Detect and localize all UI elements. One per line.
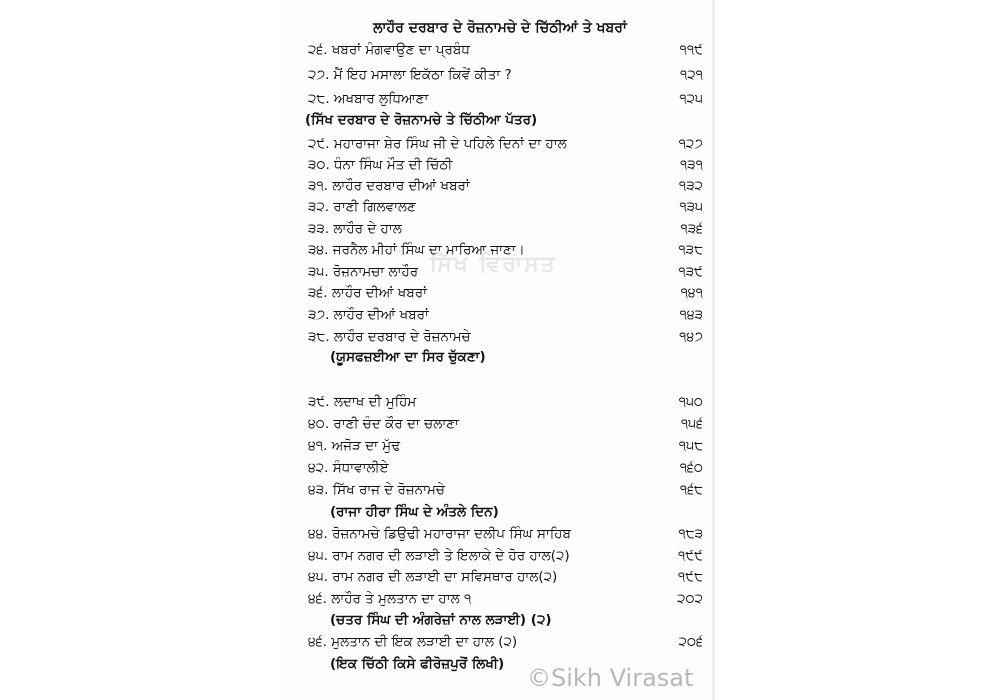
entry-page-number: ੧੫੦: [678, 394, 703, 410]
entry-title: ੨੬. ਖਬਰਾਂ ਮੰਗਵਾਉਣ ਦਾ ਪ੍ਰਬੰਧ: [308, 42, 470, 58]
entry-title: ੪੬. ਮੁਲਤਾਨ ਦੀ ਇਕ ਲੜਾਈ ਦਾ ਹਾਲ (੨): [308, 634, 518, 650]
entry-subtitle: (ਚਤਰ ਸਿੰਘ ਦੀ ਅੰਗਰੇਜ਼ਾਂ ਨਾਲ ਲੜਾਈ) (੨): [330, 612, 552, 628]
entry-title: ੩੪. ਜਰਨੈਲ ਮੀਹਾਂ ਸਿੰਘ ਦਾ ਮਾਰਿਆ ਜਾਣਾ।: [308, 242, 525, 258]
entry-page-number: ੧੩੮: [678, 242, 703, 258]
entry-title: ੩੦. ਧੰਨਾ ਸਿੰਘ ਮੌਤ ਦੀ ਚਿੱਠੀ: [308, 157, 453, 173]
entry-page-number: ੧੫੬: [680, 416, 703, 432]
entry-page-number: ੧੨੧: [679, 67, 703, 83]
toc-entry: [308, 567, 703, 587]
toc-entry: [308, 219, 703, 239]
toc-entry: [308, 305, 703, 325]
entry-page-number: ੧੫੮: [678, 438, 703, 454]
toc-entry: [308, 632, 703, 652]
entry-title: ੪੫. ਰਾਮ ਨਗਰ ਦੀ ਲੜਾਈ ਤੇ ਇਲਾਕੇ ਦੇ ਹੋਰ ਹਾਲ(੨): [308, 548, 570, 564]
entry-title: ੪੫. ਰਾਮ ਨਗਰ ਦੀ ਲੜਾਈ ਦਾ ਸਵਿਸਥਾਰ ਹਾਲ(੨): [308, 569, 558, 585]
entry-page-number: ੧੪੭: [679, 329, 703, 345]
entry-page-number: ੨੦੬: [678, 634, 703, 650]
entry-title: ੩੧. ਲਾਹੌਰ ਦਰਬਾਰ ਦੀਆਂ ਖਬਰਾਂ: [308, 178, 470, 194]
entry-page-number: ੧੬੮: [679, 482, 703, 498]
entry-title: ੪੦. ਰਾਣੀ ਚੰਦ ਕੌਰ ਦਾ ਚਲਾਣਾ: [308, 416, 459, 432]
watermark-text: ਸਿੱਖ ਵਿਰਾਸਤ: [430, 252, 557, 277]
entry-title: ੩੫. ਰੋਜ਼ਨਾਮਚਾ ਲਾਹੌਰ: [308, 264, 419, 280]
entry-title: ੩੭. ਲਾਹੌਰ ਦੀਆਂ ਖਬਰਾਂ: [308, 307, 429, 323]
section-subheading: (ਸਿੱਖ ਦਰਬਾਰ ਦੇ ਰੋਜ਼ਨਾਮਚੇ ਤੇ ਚਿੱਠੀਆ ਪੱਤਰ): [305, 112, 538, 128]
entry-page-number: ੧੩੯: [678, 264, 703, 280]
entry-page-number: ੧੪੩: [679, 307, 703, 323]
page-heading: ਲਾਹੌਰ ਦਰਬਾਰ ਦੇ ਰੋਜ਼ਨਾਮਚੇ ਦੇ ਚਿੱਠੀਆਂ ਤੇ ਖਬਰਾਂ: [373, 20, 627, 36]
entry-page-number: ੧੮੩: [678, 526, 703, 542]
entry-page-number: ੧੩੬: [680, 221, 703, 237]
entry-title: ੪੧. ਅਜੋੜ ਦਾ ਮੁੱਢ: [308, 438, 401, 454]
entry-page-number: ੧੪੧: [680, 285, 703, 301]
entry-page-number: ੧੨੫: [679, 91, 703, 107]
entry-page-number: ੧੬੦: [679, 460, 703, 476]
entry-title: ੩੯. ਲਦਾਖ ਦੀ ਮੁਹਿੰਮ: [308, 394, 417, 410]
entry-title: ੩੮. ਲਾਹੌਰ ਦਰਬਾਰ ਦੇ ਰੋਜ਼ਨਾਮਚੇ: [308, 329, 471, 345]
toc-entry: [308, 524, 703, 544]
entry-title: ੪੨. ਸੰਧਾਵਾਲੀਏ: [308, 460, 389, 476]
toc-entry: [308, 89, 703, 109]
toc-entry: [308, 392, 703, 412]
toc-entry: [308, 197, 703, 217]
entry-title: ੩੩. ਲਾਹੌਰ ਦੇ ਹਾਲ: [308, 221, 402, 237]
entry-subtitle: (ਰਾਜਾ ਹੀਰਾ ਸਿੰਘ ਦੇ ਅੰਤਲੇ ਦਿਨ): [330, 504, 499, 520]
entry-title: ੨੯. ਮਹਾਰਾਜਾ ਸ਼ੇਰ ਸਿੰਘ ਜੀ ਦੇ ਪਹਿਲੇ ਦਿਨਾਂ ਦਾ ਹਾਲ: [308, 136, 567, 152]
entry-page-number: ੧੩੧: [679, 157, 703, 173]
entry-title: ੪੩. ਸਿੱਖ ਰਾਜ ਦੇ ਰੋਜ਼ਨਾਮਚੇ: [308, 482, 445, 498]
entry-title: ੨੮. ਅਖਬਾਰ ਲੁਧਿਆਣਾ: [308, 91, 429, 107]
toc-entry: [308, 327, 703, 347]
entry-title: ੨੭. ਮੈਂ ਇਹ ਮਸਾਲਾ ਇਕੱਠਾ ਕਿਵੇਂ ਕੀਤਾ ?: [308, 67, 512, 83]
toc-entry: [308, 436, 703, 456]
entry-title: ੪੬. ਲਾਹੌਰ ਤੇ ਮੁਲਤਾਨ ਦਾ ਹਾਲ ੧: [308, 591, 472, 607]
entry-page-number: ੧੩੫: [679, 199, 703, 215]
toc-entry: [308, 240, 703, 260]
entry-page-number: ੧੩੨: [678, 178, 703, 194]
entry-page-number: ੨੦੨: [677, 591, 703, 607]
toc-entry: [308, 176, 703, 196]
entry-title: ੩੬. ਲਾਹੌਰ ਦੀਆਂ ਖਬਰਾਂ: [308, 285, 427, 301]
toc-entry: [308, 414, 703, 434]
entry-page-number: ੧੨੭: [678, 136, 703, 152]
entry-page-number: ੧੧੯: [679, 42, 703, 58]
entry-title: ੩੨. ਰਾਣੀ ਗਿਲਵਾਲਣ: [308, 199, 416, 215]
toc-entry: [308, 458, 703, 478]
toc-entry: [308, 283, 703, 303]
toc-entry: [308, 40, 703, 60]
copyright-watermark: ©Sikh Virasat: [527, 664, 694, 692]
entry-title: ੪੪. ਰੋਜ਼ਨਾਮਚੇ ਡਿਉਢੀ ਮਹਾਰਾਜਾ ਦਲੀਪ ਸਿੰਘ ਸਾਹਿਬ: [308, 526, 571, 542]
toc-entry: [308, 262, 703, 282]
entry-subtitle: (ਯੂਸਫਜ਼ਈਆ ਦਾ ਸਿਰ ਚੁੱਕਣਾ): [330, 349, 486, 365]
toc-entry: [308, 155, 703, 175]
toc-entry: [308, 546, 703, 566]
entry-subtitle: (ਇਕ ਚਿੱਠੀ ਕਿਸੇ ਫੀਰੋਜ਼ਪੁਰੋਂ ਲਿਖੀ): [330, 656, 505, 672]
entry-page-number: ੧੯੯: [677, 548, 703, 564]
toc-entry: [308, 480, 703, 500]
toc-entry: [308, 589, 703, 609]
toc-entry: [308, 134, 703, 154]
toc-entry: [308, 65, 703, 85]
entry-page-number: ੧੯੮: [677, 569, 703, 585]
